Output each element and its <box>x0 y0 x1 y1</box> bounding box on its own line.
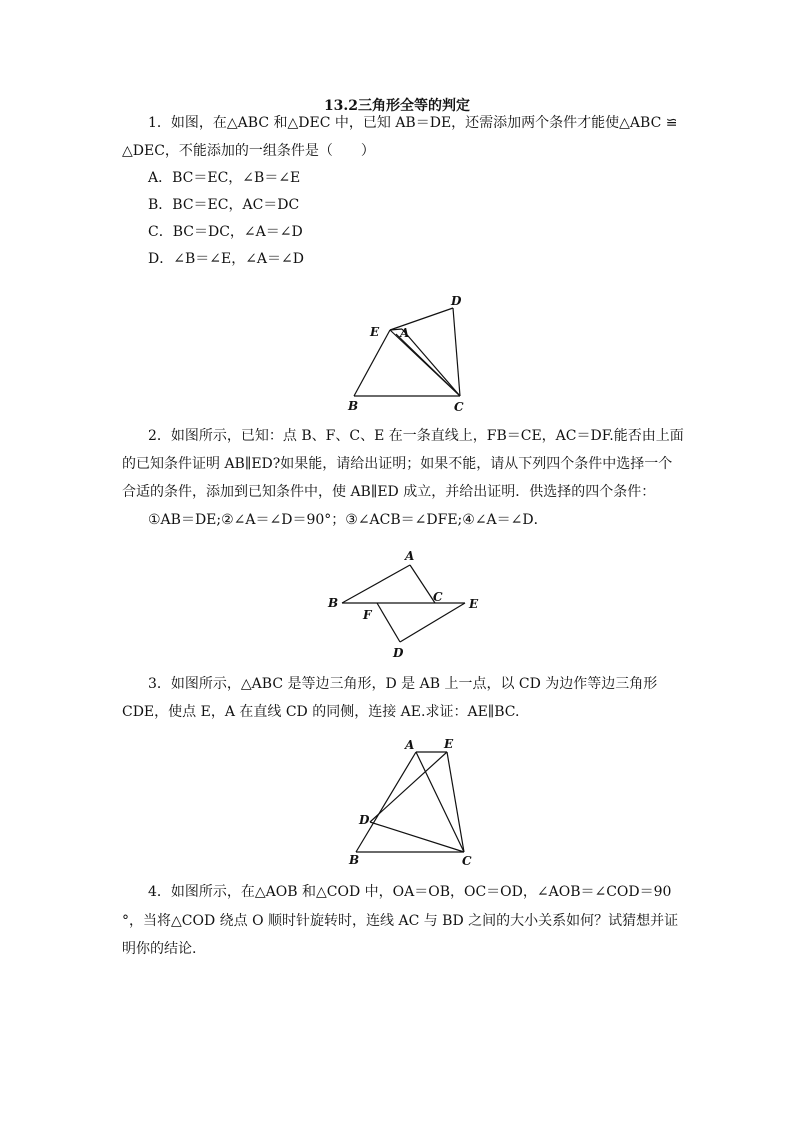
q4-line-3: 明你的结论. <box>122 941 197 957</box>
q3-seg-dc <box>370 822 464 852</box>
q1-label-d: D <box>451 294 462 308</box>
q2-line-1: 2．如图所示，已知：点 B、F、C、E 在一条直线上，FB＝CE，AC＝DF.能否由上面 <box>148 428 684 444</box>
q1-seg-ac <box>402 329 460 396</box>
q2-line-2: 的已知条件证明 AB∥ED?如果能，请给出证明；如果不能，请从下列四个条件中选择一个 <box>122 456 673 472</box>
q2-line-3: 合适的条件，添加到已知条件中，使 AB∥ED 成立，并给出证明．供选择的四个条件： <box>122 484 656 500</box>
q1-label-c: C <box>454 400 464 414</box>
q2-label-f: F <box>363 608 372 622</box>
q3-seg-de <box>370 752 447 822</box>
q3-label-d: D <box>359 813 370 827</box>
q2-label-e: E <box>469 597 479 611</box>
q2-figure <box>325 545 490 663</box>
q2-label-d: D <box>393 646 404 660</box>
q3-seg-ec <box>447 752 464 852</box>
q1-label-a: A <box>400 326 410 340</box>
q1-option-b: B．BC＝EC，AC＝DC <box>148 197 300 213</box>
q2-seg-de <box>400 603 465 642</box>
q1-option-a: A．BC＝EC，∠B＝∠E <box>148 170 301 186</box>
q2-label-b: B <box>328 596 339 610</box>
q1-option-c: C．BC＝DC，∠A＝∠D <box>148 224 303 240</box>
q1-label-e: E <box>370 325 380 339</box>
q2-seg-fd <box>377 603 400 642</box>
q1-seg-dc <box>453 308 460 396</box>
q3-label-b: B <box>349 853 360 867</box>
q2-label-c: C <box>433 590 443 604</box>
q3-figure <box>340 734 480 869</box>
q1-figure <box>340 290 480 420</box>
q1-option-d: D．∠B＝∠E，∠A＝∠D <box>148 251 304 267</box>
q3-label-c: C <box>462 854 472 868</box>
q1-seg-inner <box>396 334 460 396</box>
q2-seg-ac <box>410 565 435 603</box>
q3-line-1: 3．如图所示，△ABC 是等边三角形，D 是 AB 上一点，以 CD 为边作等边三角形 <box>148 676 658 692</box>
page-title: 13.2三角形全等的判定 <box>323 98 471 114</box>
q2-seg-ba <box>342 565 410 603</box>
q4-line-1: 4．如图所示，在△AOB 和△COD 中，OA＝OB，OC＝OD，∠AOB＝∠COD＝90 <box>148 884 672 900</box>
q3-label-a: A <box>405 738 415 752</box>
q2-label-a: A <box>405 549 415 563</box>
q3-seg-ac <box>416 752 464 852</box>
q1-line-2: △DEC，不能添加的一组条件是（ ） <box>122 143 375 159</box>
q1-line-1: 1．如图，在△ABC 和△DEC 中，已知 AB＝DE，还需添加两个条件才能使△ABC ≌ <box>148 115 678 131</box>
q1-label-b: B <box>348 399 359 413</box>
q1-seg-be <box>354 330 390 396</box>
q2-line-4: ①AB＝DE;②∠A＝∠D＝90°；③∠ACB＝∠DFE;④∠A＝∠D． <box>148 512 548 528</box>
q3-line-2: CDE，使点 E，A 在直线 CD 的同侧，连接 AE.求证：AE∥BC. <box>122 704 520 720</box>
q3-seg-ab <box>356 752 416 852</box>
q4-line-2: °，当将△COD 绕点 O 顺时针旋转时，连线 AC 与 BD 之间的大小关系如何？试猜想并证 <box>122 913 679 929</box>
q3-label-e: E <box>444 737 454 751</box>
